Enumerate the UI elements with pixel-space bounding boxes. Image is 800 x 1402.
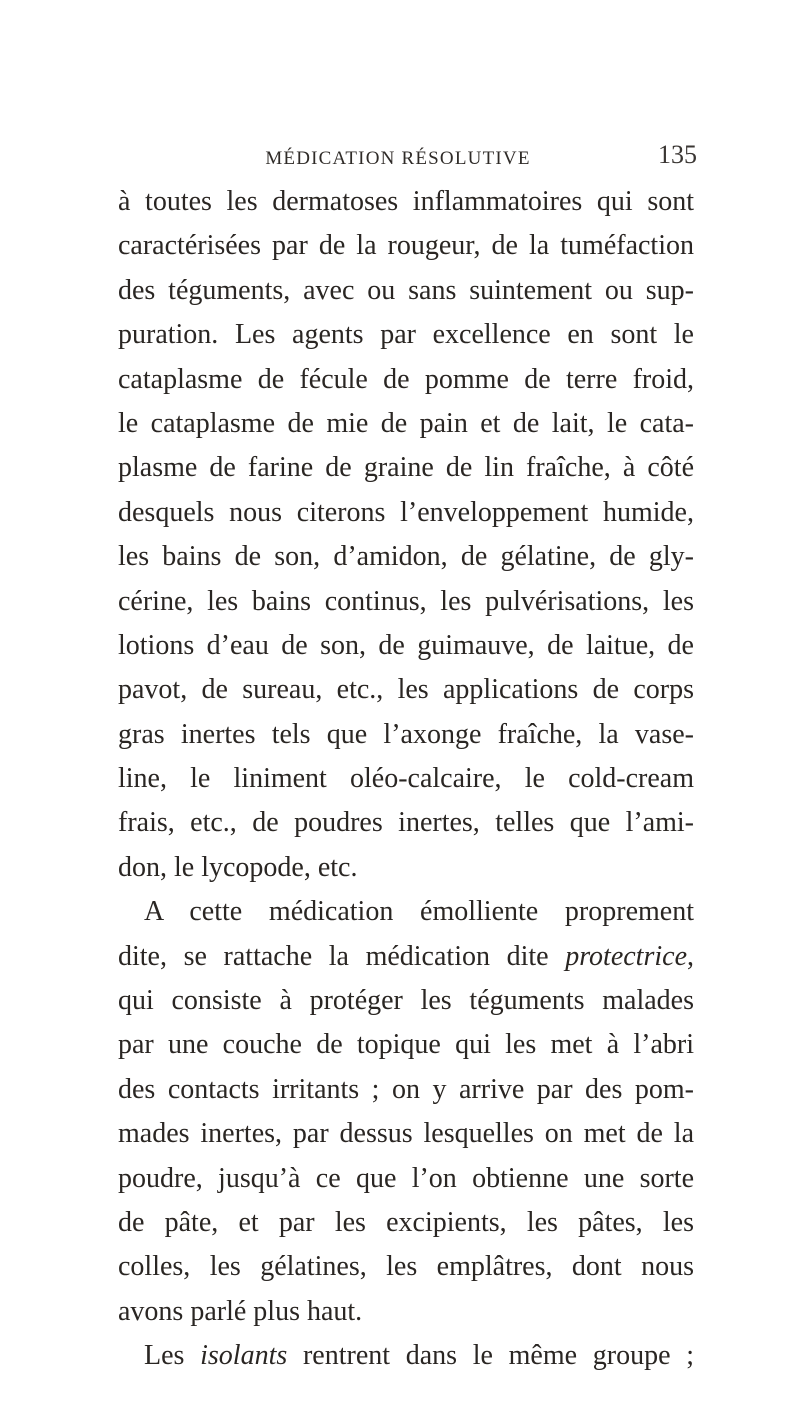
text-line: gras inertes tels que l’axonge fraîche, la vase- [118,718,694,750]
text-line: poudre, jusqu’à ce que l’on obtienne une sorte [118,1162,694,1194]
text-line: les bains de son, d’amidon, de gélatine, de gly- [118,541,694,573]
text-line: cataplasme de fécule de pomme de terre froid, [118,363,694,395]
text-line: don, le lycopode, etc. [118,851,358,883]
text-line: cérine, les bains continus, les pulvérisations, les [118,585,694,617]
text-line: lotions d’eau de son, de guimauve, de laitue, de [118,629,694,661]
text-line: pavot, de sureau, etc., les applications de corps [118,674,694,706]
page-number: 135 [658,140,697,169]
text-run: dite, se rattache la médication dite [118,940,566,972]
text-line: puration. Les agents par excellence en sont le [118,319,694,351]
text-run: Les [144,1340,201,1372]
text-line: qui consiste à protéger les téguments malades [118,985,694,1017]
text-line [118,1334,694,1378]
text-line: de pâte, et par les excipients, les pâtes, les [118,1206,694,1238]
text-run: rentrent dans le même groupe ; [287,1340,694,1372]
text-line: par une couche de topique qui les met à l’abri [118,1029,694,1061]
italic-term: protectrice [565,940,687,972]
body-text [118,180,694,1379]
running-title: MÉDICATION RÉSOLUTIVE [265,148,531,169]
text-line: colles, les gélatines, les emplâtres, dont nous [118,1251,694,1283]
text-line: des contacts irritants ; on y arrive par des pom- [118,1073,694,1105]
text-line: desquels nous citerons l’enveloppement humide, [118,496,694,528]
text-line [118,935,694,979]
text-line: plasme de farine de graine de lin fraîche, à côté [118,452,694,484]
text-line: avons parlé plus haut. [118,1295,363,1327]
text-line: le cataplasme de mie de pain et de lait, le cata- [118,407,694,439]
text-line: line, le liniment oléo-calcaire, le cold-cream [118,763,694,795]
text-line: des téguments, avec ou sans suintement ou sup- [118,274,694,306]
text-line: A cette médication émolliente proprement [144,896,694,928]
text-line: mades inertes, par dessus lesquelles on met de la [118,1118,694,1150]
text-line: caractérisées par de la rougeur, de la tuméfaction [118,230,694,262]
text-line: frais, etc., de poudres inertes, telles que l’ami- [118,807,694,839]
italic-term: isolants [200,1340,288,1372]
text-line: à toutes les dermatoses inflammatoires qui sont [118,186,694,217]
text-run: , [687,940,694,972]
